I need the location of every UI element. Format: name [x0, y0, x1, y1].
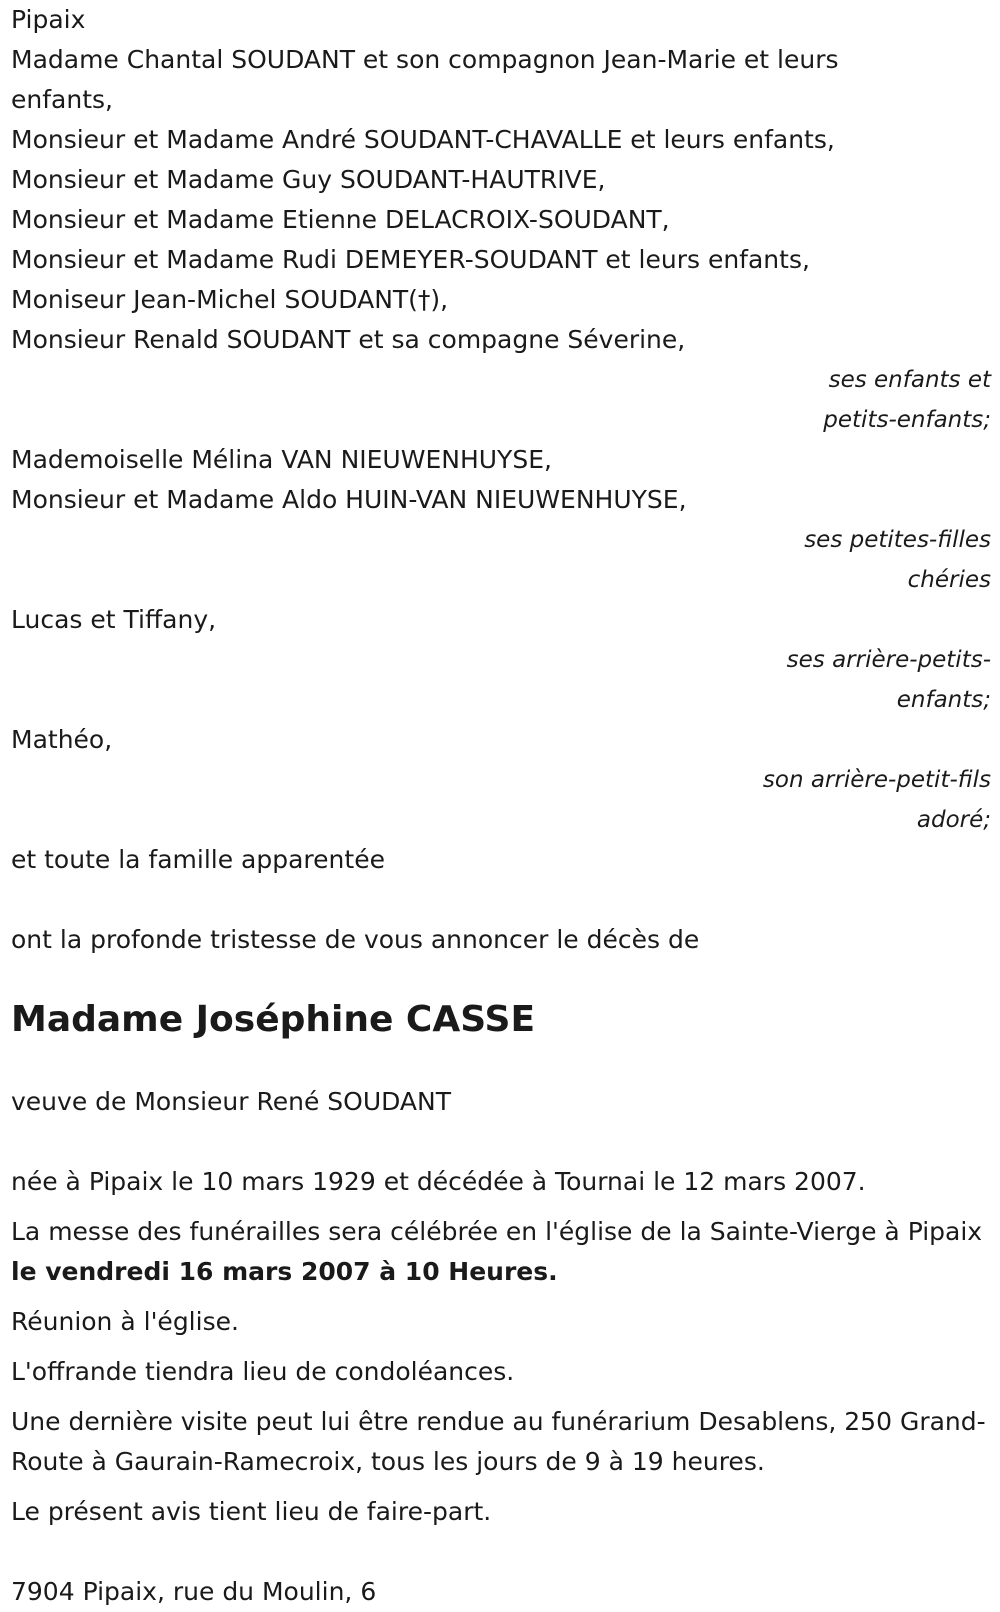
role-line: adoré; — [916, 807, 991, 833]
role-line: son arrière-petit-fils — [762, 767, 991, 793]
extended-family: et toute la famille apparentée — [11, 845, 385, 874]
family-line: Mademoiselle Mélina VAN NIEUWENHUYSE, — [11, 445, 552, 474]
family-line: Monsieur et Madame Aldo HUIN-VAN NIEUWENHUYSE, — [11, 485, 687, 514]
mass-text: La messe des funérailles sera célébrée en l'église de la Sainte-Vierge à Pipaix — [11, 1217, 983, 1246]
address: 7904 Pipaix, rue du Moulin, 6 — [11, 1577, 377, 1606]
great-grandchildren-role — [11, 640, 991, 720]
family-line: Moniseur Jean-Michel SOUDANT(†), — [11, 285, 449, 314]
role-line: enfants; — [896, 687, 991, 713]
visit-info: Une dernière visite peut lui être rendue au funérarium Desablens, 250 Grand-Route à Gaurain-Ramecroix, tous les jours de 9 à 19 heures. — [11, 1407, 986, 1476]
announcement-intro: ont la profonde tristesse de vous annoncer le décès de — [11, 925, 700, 954]
role-line: petits-enfants; — [823, 407, 991, 433]
role-line: ses petites-filles — [804, 527, 991, 553]
great-grandchildren-names: Lucas et Tiffany, — [11, 605, 217, 634]
offering-info: L'offrande tiendra lieu de condoléances. — [11, 1357, 515, 1386]
family-line: Monsieur et Madame Rudi DEMEYER-SOUDANT et leurs enfants, — [11, 245, 810, 274]
town-header: Pipaix — [11, 5, 86, 34]
granddaughters-role — [11, 520, 991, 600]
mass-date: le vendredi 16 mars 2007 à 10 Heures. — [11, 1257, 558, 1286]
family-line: Monsieur et Madame Etienne DELACROIX-SOUDANT, — [11, 205, 670, 234]
deceased-name: Madame Joséphine CASSE — [11, 999, 536, 1040]
great-grandson-name: Mathéo, — [11, 725, 113, 754]
children-list — [11, 40, 991, 360]
role-line: chéries — [907, 567, 991, 593]
children-role — [11, 360, 991, 440]
obituary-notice — [11, 0, 991, 1612]
family-line: Monsieur Renald SOUDANT et sa compagne Séverine, — [11, 325, 686, 354]
notice-info: Le présent avis tient lieu de faire-part. — [11, 1497, 492, 1526]
widow-of: veuve de Monsieur René SOUDANT — [11, 1087, 452, 1116]
family-line: Monsieur et Madame André SOUDANT-CHAVALLE et leurs enfants, — [11, 125, 835, 154]
family-line: enfants, — [11, 85, 113, 114]
mass-info — [11, 1212, 991, 1292]
great-grandson-role — [11, 760, 991, 840]
role-line: ses enfants et — [828, 367, 991, 393]
family-line: Monsieur et Madame Guy SOUDANT-HAUTRIVE, — [11, 165, 606, 194]
role-line: ses arrière-petits- — [786, 647, 991, 673]
granddaughters-list — [11, 440, 991, 520]
meeting-info: Réunion à l'église. — [11, 1307, 239, 1336]
family-line: Madame Chantal SOUDANT et son compagnon Jean-Marie et leurs — [11, 45, 839, 74]
birth-death: née à Pipaix le 10 mars 1929 et décédée à Tournai le 12 mars 2007. — [11, 1167, 866, 1196]
